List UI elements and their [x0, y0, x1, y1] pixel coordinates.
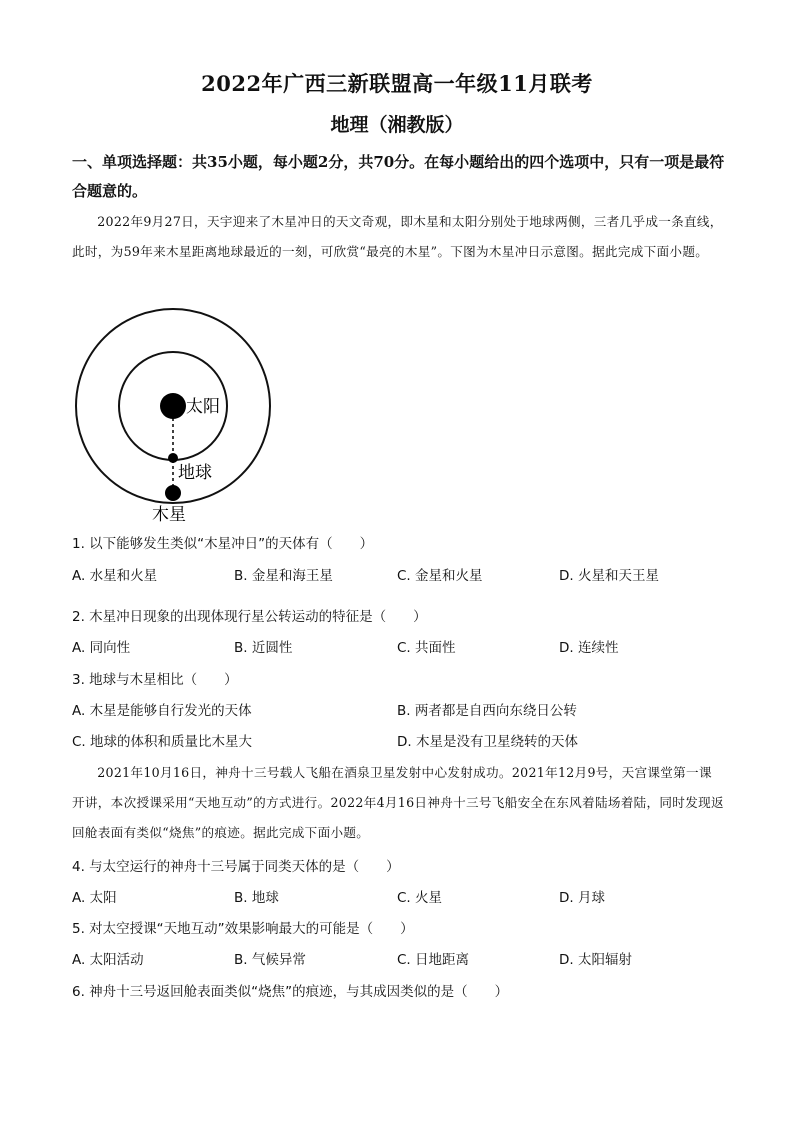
jupiter-label: 木星: [152, 505, 186, 525]
question-1-option-b[interactable]: B. 金星和海王星: [234, 568, 333, 584]
question-4-option-a[interactable]: A. 太阳: [72, 890, 117, 906]
question-5-stem: 5. 对太空授课“天地互动”效果影响最大的可能是（ ）: [72, 921, 414, 937]
question-4-option-b[interactable]: B. 地球: [234, 890, 279, 906]
question-2-option-d[interactable]: D. 连续性: [559, 640, 619, 656]
sun-label: 太阳: [186, 397, 220, 417]
question-1-option-c[interactable]: C. 金星和火星: [397, 568, 483, 584]
question-4-option-d[interactable]: D. 月球: [559, 890, 605, 906]
earth-label: 地球: [178, 463, 212, 483]
passage-shenzhou: 2021年10月16日，神舟十三号载人飞船在酒泉卫星发射中心发射成功。2021年12月9号，天宫课堂第一课开讲，本次授课采用“天地互动”的方式进行。2022年4月16日神舟十三号飞船安全在东风着陆场着陆，同时发现返回舱表面有类似“烧焦”的痕迹。据此完成下面小题。: [72, 765, 724, 840]
passage-jupiter: 2022年9月27日，天宇迎来了木星冲日的天文奇观，即木星和太阳分别处于地球两侧，三者几乎成一条直线，此时，为59年来木星距离地球最近的一刻，可欣赏“最亮的木星”。下图为木星冲日示意图。据此完成下面小题。: [72, 214, 723, 259]
jupiter-opposition-diagram: [72, 302, 272, 532]
question-4-option-c[interactable]: C. 火星: [397, 890, 443, 906]
question-1-option-a[interactable]: A. 水星和火星: [72, 568, 158, 584]
question-2-option-c[interactable]: C. 共面性: [397, 640, 456, 656]
question-5-option-d[interactable]: D. 太阳辐射: [559, 952, 632, 968]
exam-title: 2022年广西三新联盟高一年级11月联考: [201, 71, 593, 96]
jupiter-icon: [165, 485, 181, 501]
question-5-option-c[interactable]: C. 日地距离: [397, 952, 470, 968]
earth-icon: [168, 453, 178, 463]
question-4-stem: 4. 与太空运行的神舟十三号属于同类天体的是（ ）: [72, 859, 400, 875]
exam-subtitle: 地理（湘教版）: [330, 114, 464, 136]
question-3-option-b[interactable]: B. 两者都是自西向东绕日公转: [397, 703, 577, 719]
sun-icon: [160, 393, 186, 419]
question-2-option-b[interactable]: B. 近圆性: [234, 640, 293, 656]
question-5-option-b[interactable]: B. 气候异常: [234, 952, 306, 968]
question-3-stem: 3. 地球与木星相比（ ）: [72, 672, 238, 688]
question-3-option-a[interactable]: A. 木星是能够自行发光的天体: [72, 703, 252, 719]
question-2-option-a[interactable]: A. 同向性: [72, 640, 131, 656]
question-5-option-a[interactable]: A. 太阳活动: [72, 952, 144, 968]
question-2-stem: 2. 木星冲日现象的出现体现行星公转运动的特征是（ ）: [72, 609, 427, 625]
section-heading: 一、单项选择题：共35小题，每小题2分，共70分。在每小题给出的四个选项中，只有一项是最符合题意的。: [72, 153, 725, 200]
question-1-stem: 1. 以下能够发生类似“木星冲日”的天体有（ ）: [72, 536, 374, 552]
question-3-option-c[interactable]: C. 地球的体积和质量比木星大: [72, 734, 253, 750]
question-3-option-d[interactable]: D. 木星是没有卫星绕转的天体: [397, 734, 578, 750]
question-1-option-d[interactable]: D. 火星和天王星: [559, 568, 659, 584]
question-6-stem: 6. 神舟十三号返回舱表面类似“烧焦”的痕迹，与其成因类似的是（ ）: [72, 984, 509, 1000]
